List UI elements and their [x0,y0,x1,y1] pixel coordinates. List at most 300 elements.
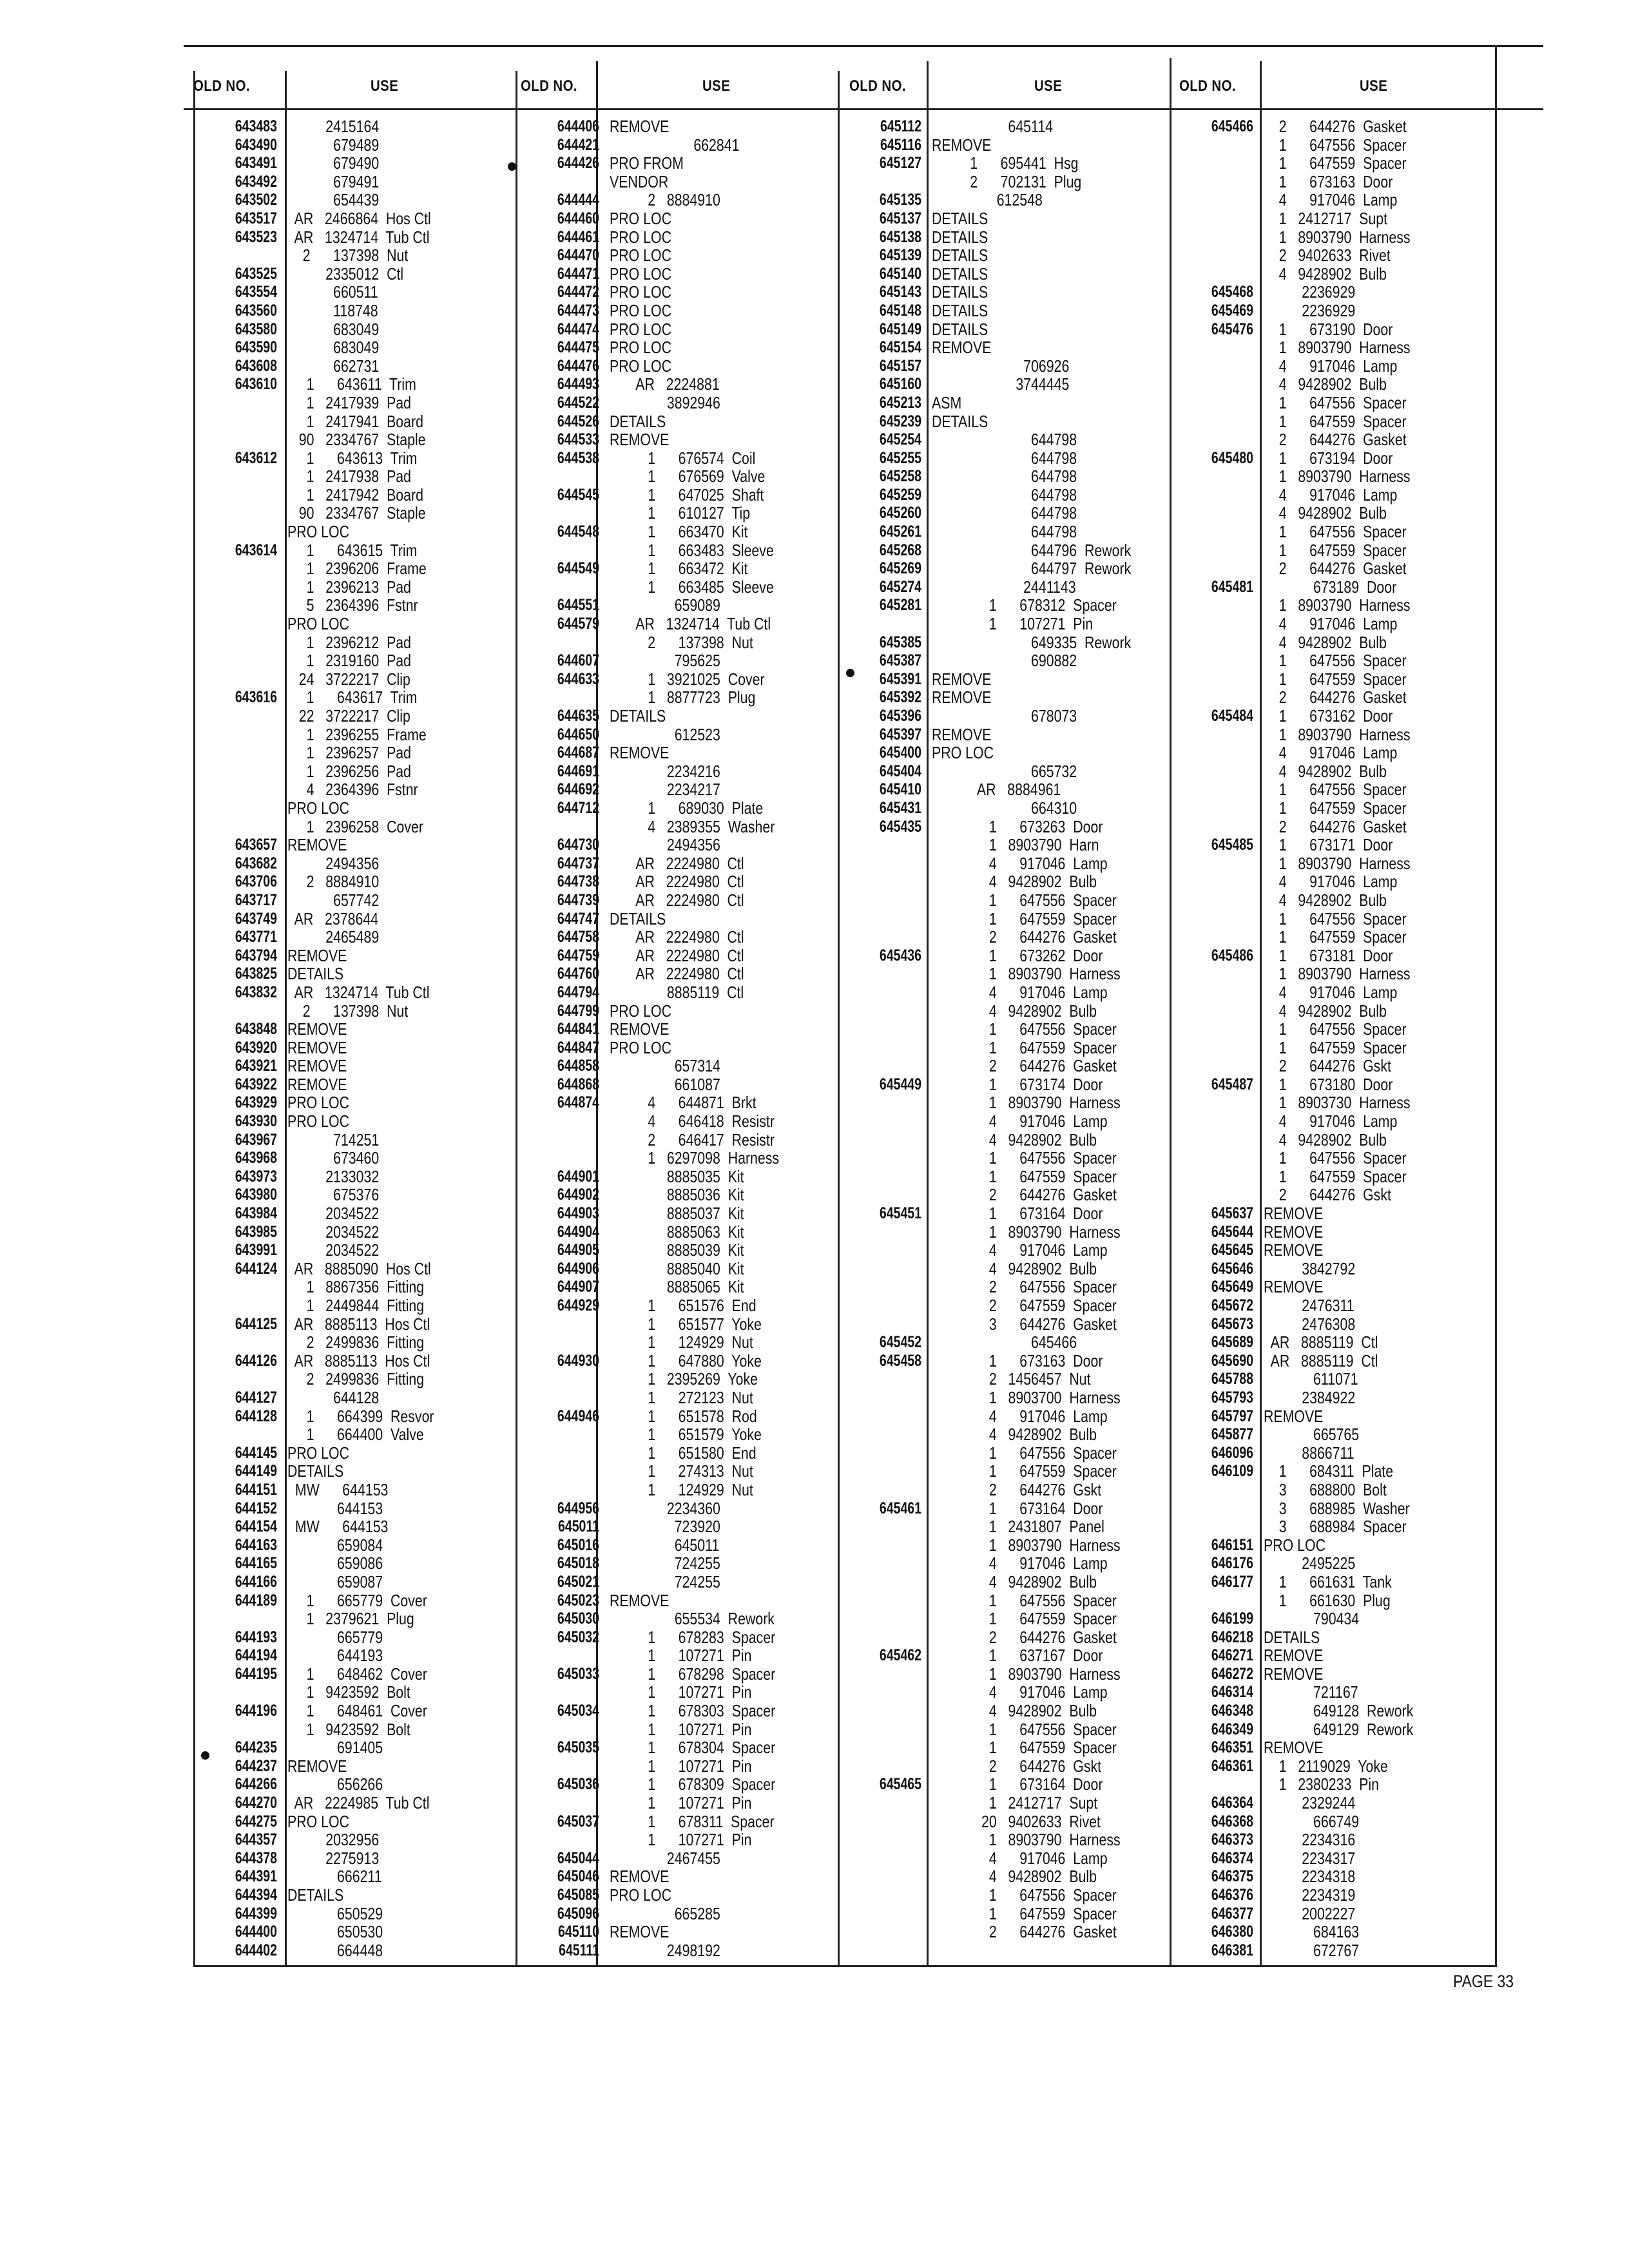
old-number: 644154 [235,1517,277,1536]
use-entry: 1 643611 Trim [287,374,416,394]
table-row [1170,1554,1492,1573]
use-entry: 1 664399 Resvor [287,1406,434,1426]
use-entry: 1 647556 Spacer [1264,392,1407,412]
table-row [838,320,1160,339]
table-row [516,1075,838,1094]
use-entry: 714251 [287,1129,380,1149]
table-row [516,1186,838,1204]
table-row [193,1352,503,1370]
use-entry: 4 917046 Lamp [932,1111,1108,1131]
old-number: 645452 [879,1333,921,1352]
table-row [516,1296,838,1315]
table-row [1170,596,1492,615]
table-row [516,1775,838,1794]
use-entry: 664448 [287,1940,383,1960]
old-number: 644738 [557,872,599,891]
table-row [1170,1039,1492,1057]
use-entry: 657742 [287,890,380,910]
table-row [838,615,1160,633]
table-row [193,1554,503,1573]
use-entry: 1 107271 Pin [932,614,1094,634]
use-entry: 1 647556 Spacer [932,1019,1117,1039]
use-entry: 5 2364396 Fstnr [287,595,418,615]
table-row [193,1849,503,1868]
old-number: 645485 [1211,836,1253,854]
old-number: 644474 [557,320,599,338]
use-entry: 1 8903790 Harness [1264,964,1411,984]
use-entry: 2467455 [610,1848,720,1868]
table-row [1170,191,1492,209]
table-row [838,1407,1160,1426]
table-bottom-border [193,1965,1497,1967]
use-entry: 1 647556 Spacer [932,1719,1117,1739]
use-entry: 4 917046 Lamp [932,1682,1108,1702]
use-entry: PRO LOC [610,264,671,284]
old-number: 644907 [557,1278,599,1296]
table-row [193,1646,503,1665]
old-number: 643794 [235,946,277,965]
table-row [1170,1020,1492,1039]
table-row [838,578,1160,597]
use-entry: 1 2379621 Plug [287,1609,414,1629]
old-number: 645148 [879,301,921,320]
old-number: 644758 [557,928,599,947]
use-entry: 2234319 [1264,1885,1356,1905]
use-entry: AR 8885113 Hos Ctl [287,1314,430,1334]
old-number: 645023 [557,1591,599,1610]
use-entry: DETAILS [932,208,988,228]
old-number: 643984 [235,1204,277,1223]
table-row [516,688,838,707]
use-entry: PRO LOC [610,300,671,320]
table-row [193,1683,503,1702]
table-row [193,1407,503,1426]
table-row [193,947,503,965]
use-entry: REMOVE [932,687,992,707]
table-row [1170,1665,1492,1684]
table-row [516,1831,838,1849]
table-row [193,1186,503,1204]
use-entry: 1 8903790 Harness [1264,466,1411,486]
old-number: 644235 [235,1738,277,1757]
table-row [193,744,503,762]
use-entry: 645011 [610,1535,720,1555]
table-row [1170,1278,1492,1296]
use-entry: 1 665779 Cover [287,1590,427,1610]
old-number: 644548 [557,523,599,541]
old-number: 645254 [879,430,921,449]
old-number: 644747 [557,909,599,928]
use-entry: 1 2449844 Fitting [287,1296,425,1315]
use-entry: 1 124929 Nut [610,1332,753,1352]
use-entry: 2236929 [1264,282,1356,302]
old-number: 644799 [557,1001,599,1020]
table-row [1170,1223,1492,1242]
use-entry: 1 647880 Yoke [610,1350,762,1370]
old-number: 645462 [879,1646,921,1665]
use-entry: 1 647559 Spacer [1264,540,1407,560]
old-number: 644493 [557,375,599,394]
table-row [193,117,503,136]
table-row [838,1867,1160,1886]
table-row [1170,375,1492,394]
use-entry: 1 8903790 Harness [1264,595,1411,615]
table-row [838,1186,1160,1204]
old-number: 644904 [557,1222,599,1241]
use-entry: PRO LOC [287,798,349,818]
old-number: 645033 [557,1664,599,1683]
use-entry: 1 2417938 Pad [287,466,412,486]
use-entry: 649128 Rework [1264,1701,1414,1721]
old-number: 645435 [879,817,921,836]
table-row [193,1905,503,1923]
use-entry: 1 6297098 Harness [610,1148,780,1168]
use-entry: 1 647559 Spacer [932,1609,1117,1629]
table-row [1170,1794,1492,1812]
use-entry: 2133032 [287,1166,380,1186]
table-row [1170,154,1492,173]
table-row [1170,1720,1492,1739]
old-number: 645476 [1211,320,1253,338]
table-row [193,891,503,910]
table-row [838,504,1160,523]
old-number: 646096 [1211,1443,1253,1462]
table-row [516,1628,838,1647]
old-number: 645239 [879,412,921,430]
use-entry: 665732 [932,761,1077,781]
use-entry: 1 678298 Spacer [610,1664,776,1684]
table-row [193,1738,503,1757]
table-row [838,799,1160,818]
old-number: 645404 [879,762,921,780]
old-number: 644152 [235,1499,277,1517]
table-row [838,394,1160,412]
use-entry: 3744445 [932,374,1070,394]
use-entry: 2494356 [287,853,380,873]
table-row [1170,1149,1492,1168]
table-row [838,1517,1160,1536]
table-row [838,228,1160,247]
table-row [516,1923,838,1941]
table-row [1170,983,1492,1002]
table-row [516,1278,838,1296]
use-entry: 3892946 [610,392,720,412]
old-number: 644406 [557,117,599,135]
use-entry: VENDOR [610,171,669,191]
use-entry: 4 9428902 Bulb [932,1701,1097,1721]
table-row [838,965,1160,983]
use-entry: AR 2224980 Ctl [610,853,744,873]
old-number: 644739 [557,890,599,909]
table-row [516,1462,838,1481]
table-row [516,1407,838,1426]
table-row [516,1905,838,1923]
table-row [516,1646,838,1665]
use-entry: 724255 [610,1571,720,1591]
use-entry: REMOVE [287,1074,347,1094]
table-row [193,228,503,247]
table-row [193,283,503,302]
old-number: 645391 [879,669,921,688]
old-number: 645480 [1211,448,1253,467]
old-number: 643616 [235,688,277,707]
use-entry: 1 647556 Spacer [932,890,1117,910]
old-number: 644444 [557,191,599,209]
table-row [193,670,503,689]
use-entry: MW 644153 [287,1517,389,1537]
table-row [193,1610,503,1628]
use-entry: 1 647556 Spacer [932,1148,1117,1168]
use-entry: 4 9428902 Bulb [1264,374,1387,394]
use-entry: AR 2224980 Ctl [610,927,744,947]
use-entry: 1 2417939 Pad [287,392,412,412]
table-row [193,357,503,376]
use-entry: REMOVE [287,835,347,855]
old-number: 645030 [557,1610,599,1628]
table-row [838,1296,1160,1315]
use-entry: 659086 [287,1553,383,1573]
use-entry: 2415164 [287,117,380,136]
old-number: 644946 [557,1407,599,1425]
old-number: 644905 [557,1241,599,1260]
old-number: 643560 [235,301,277,320]
table-row [516,209,838,228]
use-entry: 1 647559 Spacer [932,908,1117,928]
use-entry: 1 647559 Spacer [932,1903,1117,1923]
table-row [1170,910,1492,928]
old-number: 643590 [235,338,277,357]
table-row [193,1499,503,1518]
table-row [1170,818,1492,836]
table-row [838,357,1160,376]
use-entry: 22 3722217 Clip [287,706,410,726]
table-row [1170,1610,1492,1628]
use-entry: 644797 Rework [932,559,1132,579]
old-number: 644402 [235,1941,277,1959]
table-row [1170,891,1492,910]
table-row [838,1057,1160,1075]
old-number: 645436 [879,946,921,965]
use-entry: 1 8903790 Harness [932,964,1121,984]
old-number: 643492 [235,172,277,191]
use-entry: 644798 [932,503,1077,523]
table-row [516,486,838,505]
table-row [516,1093,838,1112]
old-number: 645468 [1211,283,1253,302]
old-number: 645021 [557,1572,599,1591]
table-row [838,1075,1160,1094]
table-row [193,504,503,523]
use-entry: 644798 [932,485,1077,505]
use-entry: AR 8885119 Ctl [1264,1350,1378,1370]
use-entry: DETAILS [610,908,666,928]
table-row [516,449,838,468]
use-entry: DETAILS [610,706,666,726]
table-row [1170,615,1492,633]
table-row [838,1425,1160,1444]
old-number: 646373 [1211,1831,1253,1849]
table-row [516,891,838,910]
use-entry: REMOVE [610,430,670,450]
use-entry: 1 647559 Spacer [932,1461,1117,1481]
use-entry: PRO LOC [287,1111,349,1131]
old-number: 646364 [1211,1794,1253,1812]
use-entry: PRO LOC [287,614,349,634]
old-number: 644471 [557,264,599,283]
table-row [1170,1168,1492,1186]
column-3 [838,117,1160,1941]
old-number: 645127 [879,154,921,173]
use-entry: REMOVE [1264,1406,1324,1426]
table-row [516,854,838,873]
use-entry: PRO LOC [287,1443,349,1463]
table-row [193,467,503,486]
table-row [838,1462,1160,1481]
use-entry: 644798 [932,448,1077,468]
use-entry: 3 688984 Spacer [1264,1517,1407,1537]
table-row [193,1444,503,1463]
use-entry: REMOVE [287,1756,347,1776]
use-entry: 1 647559 Spacer [1264,411,1407,431]
use-entry: 2 8884910 [287,872,380,892]
table-row [838,1444,1160,1463]
old-number: 645037 [557,1812,599,1831]
table-row [1170,320,1492,339]
old-number: 643491 [235,154,277,173]
table-row [1170,799,1492,818]
old-number: 644461 [557,227,599,246]
old-number: 646218 [1211,1628,1253,1646]
table-row [838,302,1160,320]
use-entry: 1 663485 Sleeve [610,577,774,597]
old-number: 644399 [235,1904,277,1923]
table-row [193,596,503,615]
table-row [516,1315,838,1334]
use-entry: 2495225 [1264,1553,1356,1573]
table-row [838,726,1160,744]
use-entry: 1 663483 Sleeve [610,540,774,560]
use-entry: DETAILS [610,411,666,431]
old-number: 645096 [557,1904,599,1923]
use-entry: 1 2119029 Yoke [1264,1756,1388,1776]
old-number: 643832 [235,983,277,1001]
old-number: 645646 [1211,1259,1253,1278]
old-number: 645034 [557,1702,599,1720]
old-number: 644760 [557,965,599,983]
use-entry: AR 2224980 Ctl [610,945,744,965]
use-entry: 2476311 [1264,1296,1354,1315]
use-entry: 1 673163 Door [1264,171,1393,191]
table-row [1170,486,1492,505]
use-entry: PRO LOC [610,227,671,247]
old-number: 645689 [1211,1333,1253,1352]
table-row [193,173,503,191]
use-entry: 4 9428902 Bulb [1264,632,1387,652]
table-row [1170,744,1492,762]
use-entry: 1 2396212 Pad [287,632,412,652]
table-row [838,1223,1160,1242]
table-row [516,1149,838,1168]
table-row [838,891,1160,910]
table-row [193,1665,503,1684]
use-entry: 657314 [610,1056,720,1076]
old-number: 645157 [879,356,921,375]
use-entry: 1 673171 Door [1264,835,1393,855]
use-entry: REMOVE [932,338,992,358]
table-row [193,1315,503,1334]
old-number: 644163 [235,1535,277,1554]
table-row [1170,1591,1492,1610]
use-entry: 2 646417 Resistr [610,1129,775,1149]
old-number: 644579 [557,615,599,633]
use-entry: 1 2396255 Frame [287,724,427,744]
old-number: 644237 [235,1756,277,1775]
use-entry: 683049 [287,338,380,358]
use-entry: DETAILS [287,1461,344,1481]
table-row [193,1573,503,1591]
table-row [193,1296,503,1315]
use-entry: 649129 Rework [1264,1719,1414,1739]
table-row [516,412,838,431]
table-row [1170,1941,1492,1960]
use-entry: 645114 [932,117,1054,136]
use-entry: 1 107271 Pin [610,1719,752,1739]
use-entry: 1 689030 Plate [610,798,764,818]
use-entry: 1 651577 Yoke [610,1314,762,1334]
use-entry: 3 688985 Washer [1264,1498,1410,1518]
use-entry: REMOVE [1264,1204,1324,1224]
old-number: 646177 [1211,1572,1253,1591]
use-entry: 684163 [1264,1922,1360,1942]
use-entry: 4 9428902 Bulb [932,1867,1097,1887]
old-number: 644394 [235,1886,277,1904]
table-row [516,559,838,578]
table-row [1170,1775,1492,1794]
table-row [838,265,1160,284]
table-row [1170,578,1492,597]
use-entry: 1 2431807 Panel [932,1517,1104,1537]
use-entry: 2034522 [287,1240,380,1260]
table-row [193,1370,503,1389]
table-row [838,1905,1160,1923]
table-row [838,154,1160,173]
use-entry: 654439 [287,190,380,210]
old-number: 644472 [557,283,599,302]
use-entry: 3 688800 Bolt [1264,1479,1387,1499]
use-entry: 2 644276 Gskt [1264,1185,1391,1205]
table-row [1170,726,1492,744]
old-number: 644906 [557,1259,599,1278]
use-entry: PRO FROM [610,153,684,173]
old-number: 644189 [235,1591,277,1610]
old-number: 643967 [235,1130,277,1149]
use-entry: 2 644276 Gasket [1264,430,1407,450]
table-row [838,1481,1160,1499]
table-row [193,1168,503,1186]
use-entry: 2384922 [1264,1387,1356,1407]
old-number: 645673 [1211,1314,1253,1333]
header-underline [184,108,1543,110]
use-entry: REMOVE [932,135,992,155]
table-row [516,1941,838,1960]
old-number: 646199 [1211,1610,1253,1628]
table-row [838,872,1160,891]
old-number: 644691 [557,762,599,780]
table-row [193,1720,503,1739]
old-number: 644522 [557,393,599,412]
use-entry: 2 644276 Gasket [932,1185,1117,1205]
table-row [516,357,838,376]
